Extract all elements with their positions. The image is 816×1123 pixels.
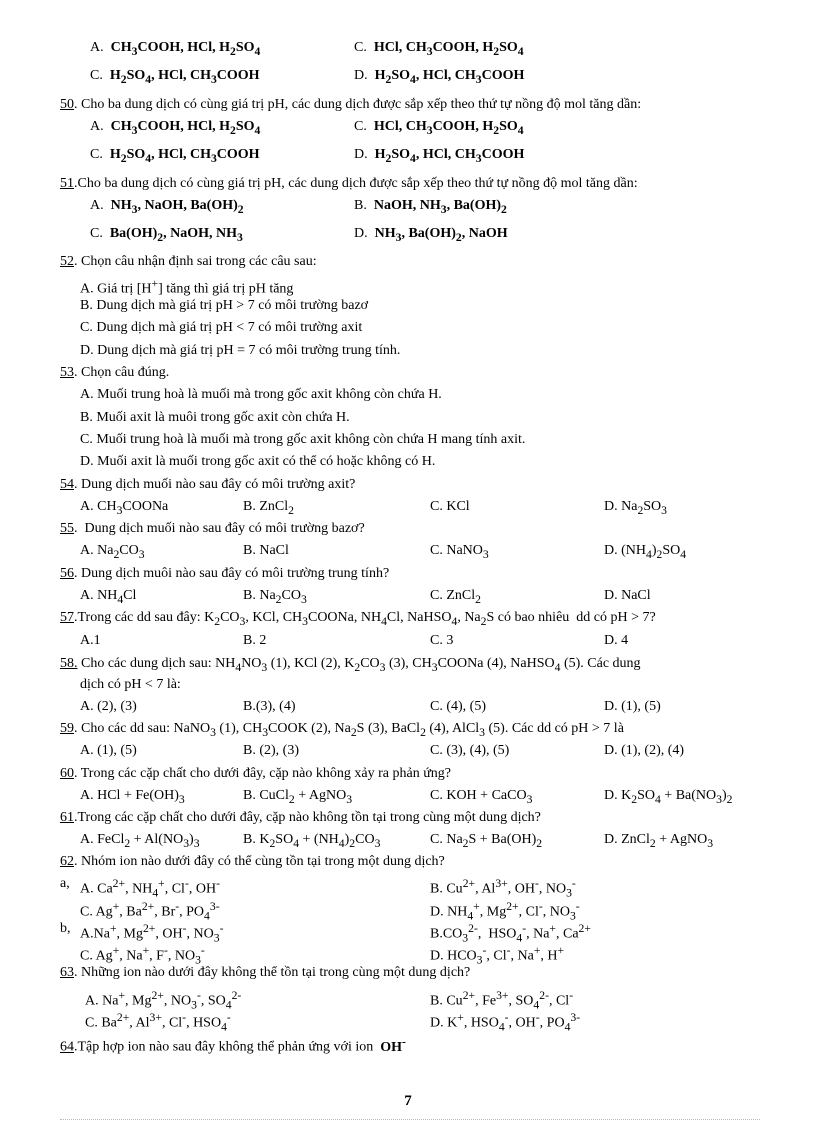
line-text: C. $Ba(OH)_2$, NaOH, $NH_3$ [90,226,243,244]
option-text: C. NaNO$_3$ [430,543,489,561]
option-text: B. ZnCl$_2$ [243,499,294,517]
line-text: 50. Cho ba dung dịch có cùng giá trị pH, các dung dịch được sắp xếp theo thứ tự nồng độ mol tăng dần: [60,97,642,112]
option-text: D. $H_2SO_4$, HCl, $CH_3COOH$ [354,68,525,86]
option-text: B. $Cu^{2+}$, $Al^{3+}$, OH-, $NO_3^-$ [430,877,576,900]
option-text: D. (1), (5) [604,699,661,714]
option-text: C. KCl [430,499,470,514]
line-text: A. Muối trung hoà là muối mà trong gốc axit không còn chứa H. [80,387,442,402]
option-text: B. NaOH, $NH_3$, $Ba(OH)_2$ [354,198,507,216]
line-text: 62. Nhóm ion nào dưới đây có thể cùng tồn tại trong một dung dịch? [60,854,445,869]
option-text: D. NaCl [604,588,651,603]
line-text: 54. Dung dịch muối nào sau đây có môi trường axit? [60,477,356,492]
option-text: C. HCl, $CH_3COOH$, $H_2SO_4$ [354,119,524,137]
option-text: D. $NH_4^+$, $Mg^{2+}$, Cl-, $NO_3^-$ [430,900,580,923]
line-text: C. Ag+, Na+, F-, $NO_3^-$ [80,944,205,967]
line-text: 64.Tập hợp ion nào sau đây không thể phản ứng với ion OH- [60,1035,406,1055]
line-text: C. Dung dịch mà giá trị pH < 7 có môi trường axit [80,320,363,335]
line-text: 52. Chọn câu nhận định sai trong các câu sau: [60,254,317,269]
option-text: D. 4 [604,633,629,648]
line-text: C. Ag+, $Ba^{2+}$, Br-, $PO_4^{3-}$ [80,900,220,923]
line-text: 63. Những ion nào dưới đây không thể tồn tại trong cùng một dung dịch? [60,965,471,980]
option-text: D. $K_2SO_4 + Ba(NO_3)_2$ [604,788,733,806]
line-text: 58. Cho các dung dịch sau: $NH_4NO_3$ (1), KCl (2), $K_2CO_3$ (3), $CH_3COONa$ (4), NaHSO$_4$ (5). Các dung [60,656,641,674]
option-text: C. KOH + CaCO$_3$ [430,788,533,806]
option-text: D. $H_2SO_4$, HCl, $CH_3COOH$ [354,147,525,165]
option-text: D. K+, $HSO_4^-$, OH-, $PO_4^{3-}$ [430,1011,581,1034]
option-text: $B.CO_3^{2-}$, $HSO_4^-$, Na+, $Ca^{2+}$ [430,922,591,945]
line-text: A. FeCl$_2$ + $Al(NO_3)_3$ [80,832,200,850]
line-text: 53. Chọn câu đúng. [60,365,170,380]
line-text: A. $Na_2CO_3$ [80,543,145,561]
option-text: B. (2), (3) [243,743,299,758]
option-text: C. $Na_2S + Ba(OH)_2$ [430,832,543,850]
line-text: A. $NH_4Cl$ [80,588,137,606]
option-text: C. ZnCl$_2$ [430,588,481,606]
line-text: A. $CH_3COOH$, HCl, $H_2SO_4$ [90,40,261,58]
option-text: D. (1), (2), (4) [604,743,685,758]
line-text: 56. Dung dịch muôi nào sau đây có môi trường trung tính? [60,566,390,581]
option-text: B. CuCl$_2$ + AgNO$_3$ [243,788,353,806]
page-number: 7 [404,1093,412,1109]
line-text: A. (2), (3) [80,699,137,714]
option-text: B. NaCl [243,543,289,558]
line-text: D. Dung dịch mà giá trị pH = 7 có môi trường trung tính. [80,343,401,358]
option-text: A.Na+, $Mg^{2+}$, OH-, $NO_3^-$ [80,922,224,945]
line-text: D. Muối axit là muối trong gốc axit có thể có hoặc không có H. [80,454,436,469]
option-text: C. 3 [430,633,454,648]
line-text: 61.Trong các cặp chất cho dưới đây, cặp nào không tồn tại trong cùng một dung dịch? [60,810,541,825]
option-text: B. $K_2SO_4 + (NH_4)_2CO_3$ [243,832,381,850]
option-text: D. $Na_2SO_3$ [604,499,667,517]
line-text: A.1 [80,633,101,648]
option-text: B. $Na_2CO_3$ [243,588,307,606]
line-text: A. Na+, $Mg^{2+}$, $NO_3^-$, $SO_4^{2-}$ [85,989,242,1012]
footer-divider [60,1119,760,1120]
line-text: 51.Cho ba dung dịch có cùng giá trị pH, các dung dịch được sắp xếp theo thứ tự nồng độ mol tăng dần: [60,176,638,191]
line-text: A. (1), (5) [80,743,137,758]
line-text: b, [60,921,71,936]
line-text: C. $Ba^{2+}$, $Al^{3+}$, Cl-, $HSO_4^-$ [85,1011,231,1034]
option-text: D. ZnCl$_2$ + AgNO$_3$ [604,832,714,850]
line-text: dịch có pH < 7 là: [80,677,181,692]
line-text: A. $NH_3$, NaOH, $Ba(OH)_2$ [90,198,244,216]
option-text: B. 2 [243,633,267,648]
option-text: B.(3), (4) [243,699,296,714]
option-text: C. (4), (5) [430,699,486,714]
line-text: C. $H_2SO_4$, HCl, $CH_3COOH$ [90,68,260,86]
line-text: C. Muối trung hoà là muối mà trong gốc axit không còn chứa H mang tính axit. [80,432,526,447]
line-text: a, [60,876,70,891]
option-text: D. $NH_3$, $Ba(OH)_2$, NaOH [354,226,508,244]
line-text: 55. Dung dịch muối nào sau đây có môi trường bazơ? [60,521,365,536]
option-text: D. $(NH_4)_2SO_4$ [604,543,687,561]
line-text: A. Giá trị [H+] tăng thì giá trị pH tăng [80,277,294,297]
option-text: C. HCl, $CH_3COOH$, $H_2SO_4$ [354,40,524,58]
line-text: A. $CH_3COONa$ [80,499,169,517]
line-text: 59. Cho các dd sau: NaNO$_3$ (1), $CH_3COOK$ (2), $Na_2S$ (3), BaCl$_2$ (4), AlCl$_3$ (5). Các dd có pH > 7 là [60,721,624,739]
line-text: B. Dung dịch mà giá trị pH > 7 có môi trường bazơ [80,298,369,313]
line-text: B. Muối axit là muôi trong gốc axit còn chứa H. [80,410,350,425]
line-text: 60. Trong các cặp chất cho dưới đây, cặp nào không xảy ra phản ứng? [60,766,452,781]
line-text: C. $H_2SO_4$, HCl, $CH_3COOH$ [90,147,260,165]
option-text: D. $HCO_3^-$, Cl-, Na+, H+ [430,944,565,967]
option-text: C. (3), (4), (5) [430,743,510,758]
line-text: A. $CH_3COOH$, HCl, $H_2SO_4$ [90,119,261,137]
option-text: A. $Ca^{2+}$, $NH_4^+$, Cl-, OH- [80,877,220,900]
line-text: A. HCl + $Fe(OH)_3$ [80,788,185,806]
option-text: B. $Cu^{2+}$, $Fe^{3+}$, $SO_4^{2-}$, Cl- [430,989,574,1012]
line-text: 57.Trong các dd sau đây: $K_2CO_3$, KCl, $CH_3COONa$, $NH_4Cl$, NaHSO$_4$, $Na_2S$ có bao nhiêu dd có pH > 7? [60,610,656,628]
